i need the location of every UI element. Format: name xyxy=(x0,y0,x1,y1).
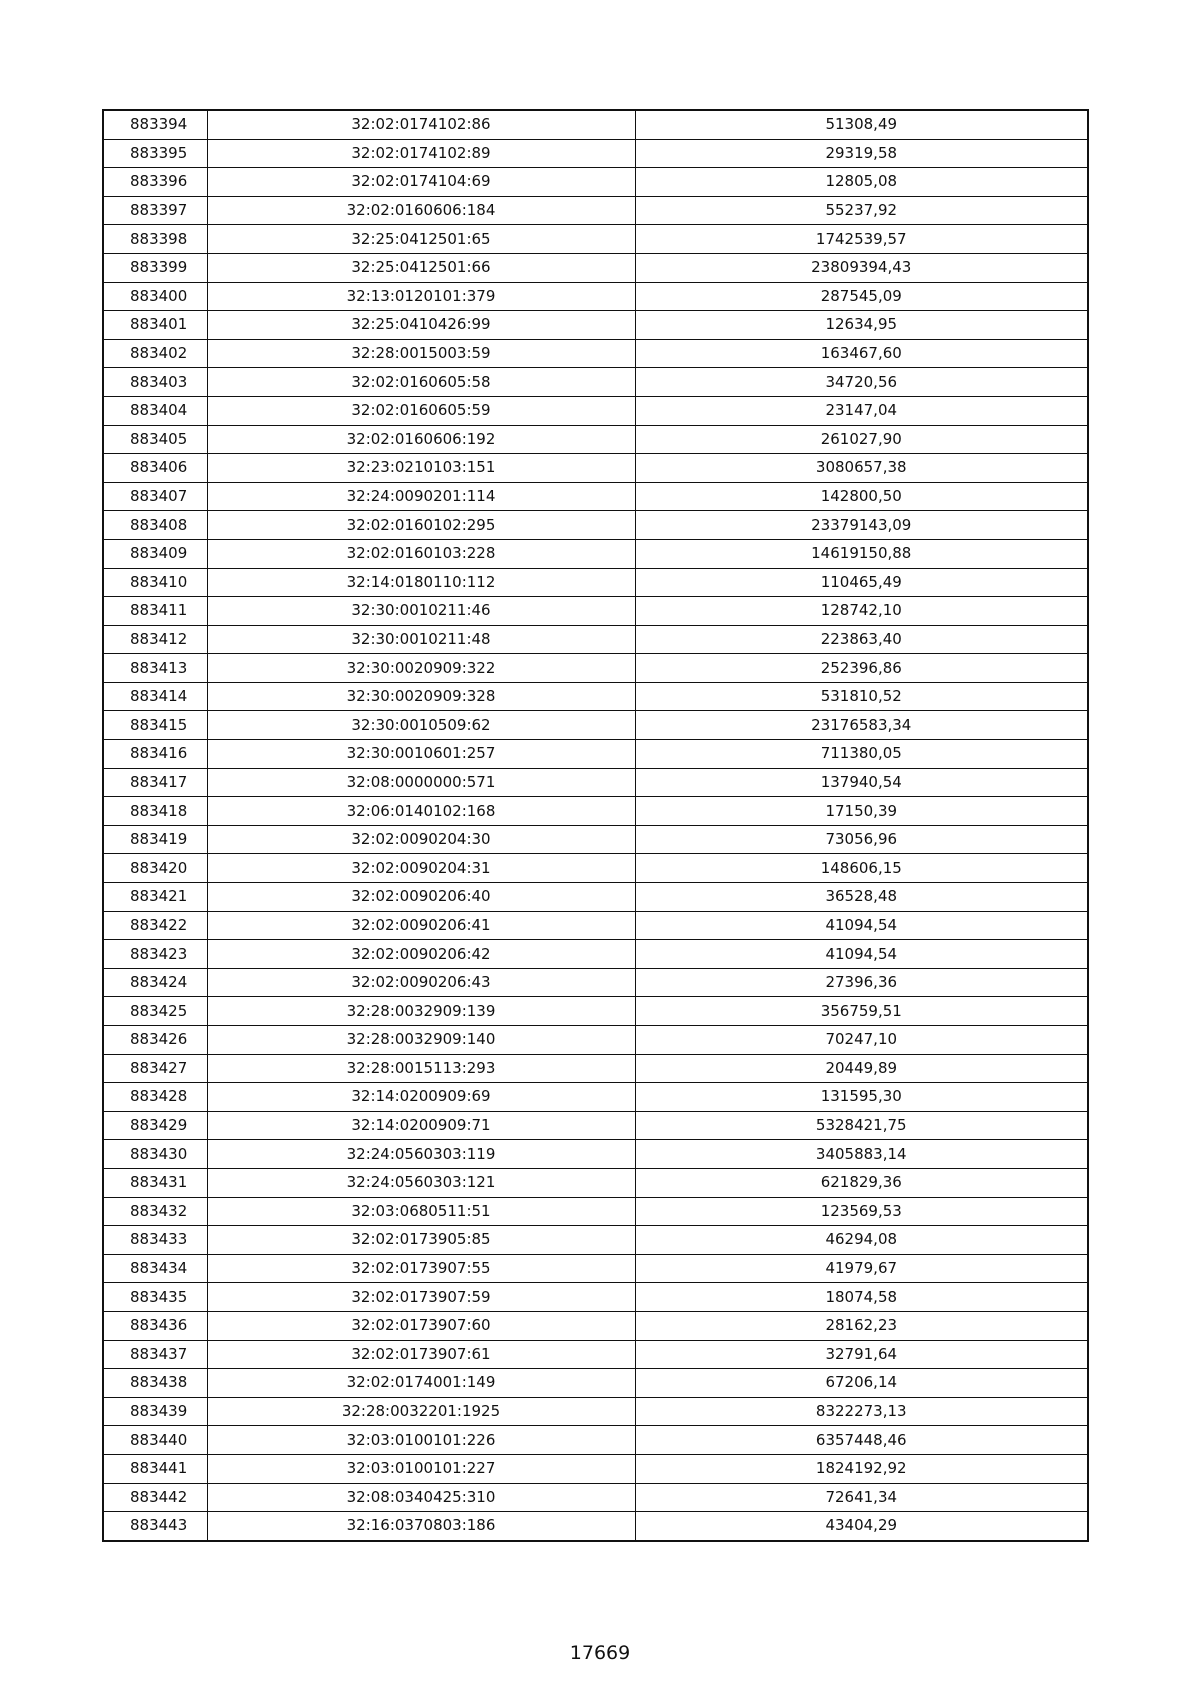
cadastral-value-cell: 252396,86 xyxy=(635,654,1088,683)
row-number-cell: 883423 xyxy=(103,940,207,969)
cadastral-number-cell: 32:24:0560303:121 xyxy=(207,1168,635,1197)
cadastral-value-cell: 72641,34 xyxy=(635,1483,1088,1512)
cadastral-number-cell: 32:02:0160103:228 xyxy=(207,539,635,568)
cadastral-value-cell: 14619150,88 xyxy=(635,539,1088,568)
cadastral-value-cell: 287545,09 xyxy=(635,282,1088,311)
cadastral-value-cell: 23809394,43 xyxy=(635,253,1088,282)
cadastral-number-cell: 32:30:0010211:48 xyxy=(207,625,635,654)
cadastral-value-cell: 163467,60 xyxy=(635,339,1088,368)
table-row xyxy=(103,568,1088,597)
row-number-cell: 883440 xyxy=(103,1426,207,1455)
cadastral-number-cell: 32:02:0090206:41 xyxy=(207,911,635,940)
table-row xyxy=(103,968,1088,997)
table-row xyxy=(103,1111,1088,1140)
row-number-cell: 883416 xyxy=(103,740,207,769)
cadastral-value-cell: 29319,58 xyxy=(635,139,1088,168)
table-row xyxy=(103,168,1088,197)
row-number-cell: 883425 xyxy=(103,997,207,1026)
cadastral-value-cell: 6357448,46 xyxy=(635,1426,1088,1455)
table-row xyxy=(103,1054,1088,1083)
row-number-cell: 883422 xyxy=(103,911,207,940)
row-number-cell: 883410 xyxy=(103,568,207,597)
table-row xyxy=(103,1083,1088,1112)
row-number-cell: 883427 xyxy=(103,1054,207,1083)
cadastral-value-cell: 51308,49 xyxy=(635,110,1088,139)
cadastral-number-cell: 32:30:0010211:46 xyxy=(207,597,635,626)
row-number-cell: 883406 xyxy=(103,454,207,483)
table-row xyxy=(103,311,1088,340)
cadastral-number-cell: 32:25:0410426:99 xyxy=(207,311,635,340)
table-row xyxy=(103,711,1088,740)
row-number-cell: 883421 xyxy=(103,883,207,912)
cadastral-number-cell: 32:02:0160605:59 xyxy=(207,396,635,425)
cadastral-number-cell: 32:02:0090206:42 xyxy=(207,940,635,969)
row-number-cell: 883398 xyxy=(103,225,207,254)
cadastral-value-cell: 123569,53 xyxy=(635,1197,1088,1226)
cadastral-number-cell: 32:02:0090204:30 xyxy=(207,825,635,854)
cadastral-value-cell: 12634,95 xyxy=(635,311,1088,340)
cadastral-number-cell: 32:28:0032909:139 xyxy=(207,997,635,1026)
cadastral-value-cell: 73056,96 xyxy=(635,825,1088,854)
row-number-cell: 883437 xyxy=(103,1340,207,1369)
cadastral-number-cell: 32:02:0090206:40 xyxy=(207,883,635,912)
cadastral-value-cell: 3405883,14 xyxy=(635,1140,1088,1169)
cadastral-number-cell: 32:14:0180110:112 xyxy=(207,568,635,597)
cadastral-number-cell: 32:02:0174104:69 xyxy=(207,168,635,197)
cadastral-value-cell: 70247,10 xyxy=(635,1026,1088,1055)
row-number-cell: 883399 xyxy=(103,253,207,282)
table-row xyxy=(103,654,1088,683)
cadastral-value-cell: 711380,05 xyxy=(635,740,1088,769)
cadastral-value-cell: 17150,39 xyxy=(635,797,1088,826)
cadastral-number-cell: 32:02:0090206:43 xyxy=(207,968,635,997)
table-row xyxy=(103,110,1088,139)
cadastral-value-cell: 41094,54 xyxy=(635,911,1088,940)
cadastral-number-cell: 32:24:0560303:119 xyxy=(207,1140,635,1169)
cadastral-number-cell: 32:28:0032909:140 xyxy=(207,1026,635,1055)
cadastral-number-cell: 32:13:0120101:379 xyxy=(207,282,635,311)
row-number-cell: 883396 xyxy=(103,168,207,197)
cadastral-number-cell: 32:24:0090201:114 xyxy=(207,482,635,511)
cadastral-value-cell: 23147,04 xyxy=(635,396,1088,425)
cadastral-number-cell: 32:02:0174102:89 xyxy=(207,139,635,168)
table-row xyxy=(103,1254,1088,1283)
cadastral-value-cell: 356759,51 xyxy=(635,997,1088,1026)
cadastral-number-cell: 32:23:0210103:151 xyxy=(207,454,635,483)
table-row xyxy=(103,997,1088,1026)
cadastral-number-cell: 32:06:0140102:168 xyxy=(207,797,635,826)
row-number-cell: 883443 xyxy=(103,1512,207,1541)
table-row xyxy=(103,396,1088,425)
table-row xyxy=(103,1197,1088,1226)
row-number-cell: 883417 xyxy=(103,768,207,797)
table-row xyxy=(103,282,1088,311)
table-row xyxy=(103,768,1088,797)
row-number-cell: 883400 xyxy=(103,282,207,311)
cadastral-number-cell: 32:14:0200909:71 xyxy=(207,1111,635,1140)
table-row xyxy=(103,597,1088,626)
row-number-cell: 883426 xyxy=(103,1026,207,1055)
cadastral-number-cell: 32:02:0173907:59 xyxy=(207,1283,635,1312)
cadastral-number-cell: 32:25:0412501:65 xyxy=(207,225,635,254)
table-row xyxy=(103,1311,1088,1340)
cadastral-value-cell: 41094,54 xyxy=(635,940,1088,969)
cadastral-number-cell: 32:28:0015113:293 xyxy=(207,1054,635,1083)
row-number-cell: 883407 xyxy=(103,482,207,511)
row-number-cell: 883418 xyxy=(103,797,207,826)
table-row xyxy=(103,883,1088,912)
table-row xyxy=(103,1397,1088,1426)
cadastral-number-cell: 32:08:0340425:310 xyxy=(207,1483,635,1512)
row-number-cell: 883435 xyxy=(103,1283,207,1312)
row-number-cell: 883404 xyxy=(103,396,207,425)
cadastral-number-cell: 32:14:0200909:69 xyxy=(207,1083,635,1112)
cadastral-number-cell: 32:25:0412501:66 xyxy=(207,253,635,282)
cadastral-value-cell: 34720,56 xyxy=(635,368,1088,397)
cadastral-value-cell: 131595,30 xyxy=(635,1083,1088,1112)
cadastral-value-cell: 67206,14 xyxy=(635,1369,1088,1398)
row-number-cell: 883412 xyxy=(103,625,207,654)
table-row xyxy=(103,911,1088,940)
table-row xyxy=(103,1340,1088,1369)
cadastral-number-cell: 32:02:0174001:149 xyxy=(207,1369,635,1398)
table-row xyxy=(103,1140,1088,1169)
cadastral-value-cell: 55237,92 xyxy=(635,196,1088,225)
table-row xyxy=(103,1512,1088,1541)
cadastral-number-cell: 32:16:0370803:186 xyxy=(207,1512,635,1541)
cadastral-number-cell: 32:03:0100101:227 xyxy=(207,1454,635,1483)
row-number-cell: 883431 xyxy=(103,1168,207,1197)
table-row xyxy=(103,454,1088,483)
cadastral-number-cell: 32:03:0680511:51 xyxy=(207,1197,635,1226)
cadastral-value-cell: 142800,50 xyxy=(635,482,1088,511)
table-row xyxy=(103,139,1088,168)
row-number-cell: 883441 xyxy=(103,1454,207,1483)
row-number-cell: 883430 xyxy=(103,1140,207,1169)
cadastral-number-cell: 32:02:0160606:192 xyxy=(207,425,635,454)
cadastral-number-cell: 32:08:0000000:571 xyxy=(207,768,635,797)
cadastral-value-cell: 23176583,34 xyxy=(635,711,1088,740)
cadastral-value-cell: 20449,89 xyxy=(635,1054,1088,1083)
table-row xyxy=(103,425,1088,454)
table-row xyxy=(103,539,1088,568)
row-number-cell: 883403 xyxy=(103,368,207,397)
cadastral-number-cell: 32:02:0173907:55 xyxy=(207,1254,635,1283)
row-number-cell: 883432 xyxy=(103,1197,207,1226)
table-row xyxy=(103,196,1088,225)
row-number-cell: 883395 xyxy=(103,139,207,168)
cadastral-value-cell: 18074,58 xyxy=(635,1283,1088,1312)
row-number-cell: 883402 xyxy=(103,339,207,368)
row-number-cell: 883424 xyxy=(103,968,207,997)
table-row xyxy=(103,253,1088,282)
table-row xyxy=(103,1168,1088,1197)
cadastral-value-cell: 128742,10 xyxy=(635,597,1088,626)
cadastral-number-cell: 32:03:0100101:226 xyxy=(207,1426,635,1455)
table-row xyxy=(103,511,1088,540)
row-number-cell: 883401 xyxy=(103,311,207,340)
cadastral-number-cell: 32:30:0020909:322 xyxy=(207,654,635,683)
row-number-cell: 883436 xyxy=(103,1311,207,1340)
table-body xyxy=(103,110,1088,1541)
cadastral-number-cell: 32:30:0020909:328 xyxy=(207,682,635,711)
table-row xyxy=(103,339,1088,368)
row-number-cell: 883429 xyxy=(103,1111,207,1140)
row-number-cell: 883438 xyxy=(103,1369,207,1398)
row-number-cell: 883414 xyxy=(103,682,207,711)
table-row xyxy=(103,854,1088,883)
row-number-cell: 883397 xyxy=(103,196,207,225)
cadastral-number-cell: 32:02:0090204:31 xyxy=(207,854,635,883)
cadastral-number-cell: 32:02:0173907:61 xyxy=(207,1340,635,1369)
cadastral-value-cell: 12805,08 xyxy=(635,168,1088,197)
table-row xyxy=(103,682,1088,711)
cadastral-value-cell: 43404,29 xyxy=(635,1512,1088,1541)
table-row xyxy=(103,1283,1088,1312)
cadastral-value-cell: 5328421,75 xyxy=(635,1111,1088,1140)
cadastral-value-cell: 148606,15 xyxy=(635,854,1088,883)
cadastral-value-cell: 36528,48 xyxy=(635,883,1088,912)
row-number-cell: 883408 xyxy=(103,511,207,540)
cadastral-value-cell: 531810,52 xyxy=(635,682,1088,711)
row-number-cell: 883419 xyxy=(103,825,207,854)
table-row xyxy=(103,940,1088,969)
cadastral-number-cell: 32:02:0173907:60 xyxy=(207,1311,635,1340)
cadastral-number-cell: 32:02:0160102:295 xyxy=(207,511,635,540)
table-row xyxy=(103,368,1088,397)
cadastral-value-cell: 1742539,57 xyxy=(635,225,1088,254)
row-number-cell: 883434 xyxy=(103,1254,207,1283)
row-number-cell: 883411 xyxy=(103,597,207,626)
cadastral-value-cell: 32791,64 xyxy=(635,1340,1088,1369)
cadastral-value-cell: 1824192,92 xyxy=(635,1454,1088,1483)
table-row xyxy=(103,1483,1088,1512)
row-number-cell: 883394 xyxy=(103,110,207,139)
cadastral-value-cell: 27396,36 xyxy=(635,968,1088,997)
row-number-cell: 883413 xyxy=(103,654,207,683)
cadastral-value-cell: 28162,23 xyxy=(635,1311,1088,1340)
cadastral-value-cell: 41979,67 xyxy=(635,1254,1088,1283)
row-number-cell: 883409 xyxy=(103,539,207,568)
cadastral-value-cell: 110465,49 xyxy=(635,568,1088,597)
table-row xyxy=(103,1454,1088,1483)
row-number-cell: 883428 xyxy=(103,1083,207,1112)
table-row xyxy=(103,1026,1088,1055)
cadastral-value-cell: 8322273,13 xyxy=(635,1397,1088,1426)
table-row xyxy=(103,1226,1088,1255)
table-row xyxy=(103,1426,1088,1455)
cadastral-number-cell: 32:02:0160606:184 xyxy=(207,196,635,225)
cadastral-value-cell: 46294,08 xyxy=(635,1226,1088,1255)
cadastral-number-cell: 32:28:0015003:59 xyxy=(207,339,635,368)
cadastral-value-cell: 3080657,38 xyxy=(635,454,1088,483)
row-number-cell: 883405 xyxy=(103,425,207,454)
table-row xyxy=(103,225,1088,254)
row-number-cell: 883439 xyxy=(103,1397,207,1426)
table-row xyxy=(103,482,1088,511)
row-number-cell: 883420 xyxy=(103,854,207,883)
cadastral-number-cell: 32:30:0010601:257 xyxy=(207,740,635,769)
cadastral-value-cell: 621829,36 xyxy=(635,1168,1088,1197)
table-row xyxy=(103,740,1088,769)
cadastral-number-cell: 32:02:0160605:58 xyxy=(207,368,635,397)
cadastral-value-cell: 137940,54 xyxy=(635,768,1088,797)
cadastral-value-table xyxy=(102,109,1089,1542)
row-number-cell: 883433 xyxy=(103,1226,207,1255)
row-number-cell: 883442 xyxy=(103,1483,207,1512)
cadastral-value-cell: 261027,90 xyxy=(635,425,1088,454)
table-row xyxy=(103,1369,1088,1398)
cadastral-number-cell: 32:30:0010509:62 xyxy=(207,711,635,740)
table-row xyxy=(103,825,1088,854)
row-number-cell: 883415 xyxy=(103,711,207,740)
table-row xyxy=(103,797,1088,826)
cadastral-number-cell: 32:28:0032201:1925 xyxy=(207,1397,635,1426)
table-row xyxy=(103,625,1088,654)
cadastral-value-cell: 223863,40 xyxy=(635,625,1088,654)
page-number: 17669 xyxy=(569,1642,631,1664)
cadastral-number-cell: 32:02:0173905:85 xyxy=(207,1226,635,1255)
cadastral-number-cell: 32:02:0174102:86 xyxy=(207,110,635,139)
cadastral-value-cell: 23379143,09 xyxy=(635,511,1088,540)
